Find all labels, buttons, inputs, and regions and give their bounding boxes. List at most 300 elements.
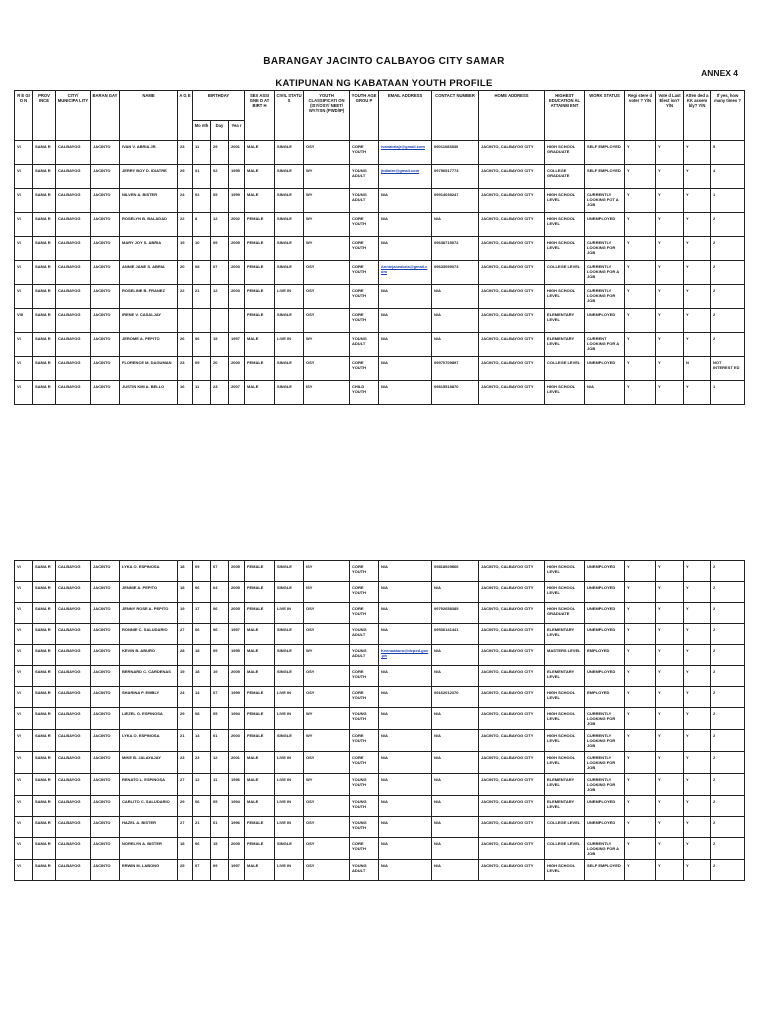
cell-registered-voter: Y	[625, 603, 656, 624]
cell-classification: WY	[304, 708, 350, 730]
cell-attended: Y	[684, 796, 711, 817]
cell-birth-year: 1995	[229, 645, 245, 666]
cell-home-address: JACINTO, CALBAYOG CITY	[479, 666, 545, 687]
cell-age-group: CORE YOUTH	[350, 261, 379, 285]
email-link[interactable]: ivanabriajr@gmail.com	[381, 144, 425, 149]
cell-email: N/A	[379, 752, 432, 774]
cell-times: 2	[711, 603, 745, 624]
cell-voted: Y	[656, 285, 684, 309]
cell-age-group: YOUNG ADULT	[350, 624, 379, 645]
cell-civil-status: SINGLE	[275, 645, 304, 666]
cell-attended: Y	[684, 561, 711, 582]
cell-barangay: JACINTO	[91, 261, 120, 285]
cell-age: 21	[178, 730, 193, 752]
cell-name: BERNARD C. CARDENAS	[120, 666, 178, 687]
cell-email: N/A	[379, 333, 432, 357]
cell-attended: Y	[684, 189, 711, 213]
cell-attended: Y	[684, 285, 711, 309]
cell-age-group: YOUNG YOUTH	[350, 796, 379, 817]
cell-name: NILVEN A. BISTER	[120, 189, 178, 213]
cell-classification: OSY	[304, 603, 350, 624]
cell-education: HIGH SCHOOL LEVEL	[545, 582, 585, 603]
cell-work-status: UNEMPLOYED	[585, 624, 625, 645]
cell-age-group: CORE YOUTH	[350, 582, 379, 603]
cell-email: N/A	[379, 309, 432, 333]
cell-name: FLORENCE M. DAGUMAN	[120, 357, 178, 381]
cell-barangay: JACINTO	[91, 582, 120, 603]
header-month: Mo nth	[193, 121, 211, 141]
cell-region: VI	[15, 237, 33, 261]
cell-voted: Y	[656, 237, 684, 261]
cell-home-address: JACINTO, CALBAYOG CITY	[479, 141, 545, 165]
cell-province: SAMA R	[33, 687, 56, 708]
cell-contact: 09914038247	[432, 189, 479, 213]
cell-registered-voter: Y	[625, 213, 656, 237]
cell-times: 2	[711, 561, 745, 582]
cell-age-group: CORE YOUTH	[350, 141, 379, 165]
cell-times: 1	[711, 189, 745, 213]
cell-province: SAMA R	[33, 261, 56, 285]
cell-home-address: JACINTO, CALBAYOG CITY	[479, 381, 545, 405]
cell-age: 23	[178, 357, 193, 381]
cell-birth-month: 23	[193, 752, 211, 774]
cell-birth-year: 1996	[229, 774, 245, 796]
cell-registered-voter: Y	[625, 165, 656, 189]
cell-sex: MALE	[245, 189, 275, 213]
cell-province: SAMA R	[33, 708, 56, 730]
cell-education: ELEMENTARY LEVEL	[545, 333, 585, 357]
table-row	[15, 774, 745, 796]
cell-name: JENNIE A. PEPITO	[120, 582, 178, 603]
cell-city: CALBAYOG	[56, 333, 91, 357]
cell-attended: Y	[684, 237, 711, 261]
cell-civil-status: SINGLE	[275, 730, 304, 752]
cell-work-status: UNEMPLOYED	[585, 582, 625, 603]
cell-classification: OSY	[304, 796, 350, 817]
cell-sex: FEMALE	[245, 582, 275, 603]
cell-home-address: JACINTO, CALBAYOG CITY	[479, 708, 545, 730]
header-birthday: BIRTHDAY	[193, 91, 245, 121]
cell-civil-status: LIVE IN	[275, 774, 304, 796]
cell-city: CALBAYOG	[56, 774, 91, 796]
cell-province: SAMA R	[33, 141, 56, 165]
email-link[interactable]: Kvenuaburo@deped.gov.ph	[381, 648, 429, 658]
cell-name: IRENE V. CASALJAY	[120, 309, 178, 333]
cell-civil-status: LIVE IN	[275, 687, 304, 708]
cell-birth-year: 1997	[229, 624, 245, 645]
header-barangay: BARAN GAY	[91, 91, 120, 141]
cell-email: N/A	[379, 381, 432, 405]
cell-registered-voter: Y	[625, 666, 656, 687]
cell-age: 26	[178, 333, 193, 357]
cell-home-address: JACINTO, CALBAYOG CITY	[479, 796, 545, 817]
cell-province: SAMA R	[33, 189, 56, 213]
cell-barangay: JACINTO	[91, 561, 120, 582]
cell-contact: 09815518870	[432, 381, 479, 405]
cell-email: N/A	[379, 285, 432, 309]
cell-sex: MALE	[245, 141, 275, 165]
cell-registered-voter: Y	[625, 752, 656, 774]
cell-age: 23	[178, 141, 193, 165]
cell-barangay: JACINTO	[91, 285, 120, 309]
cell-times: 4	[711, 165, 745, 189]
cell-civil-status: SINGLE	[275, 582, 304, 603]
cell-attended: Y	[684, 838, 711, 860]
cell-contact: N/A	[432, 645, 479, 666]
cell-barangay: JACINTO	[91, 381, 120, 405]
cell-birth-month: 10	[193, 237, 211, 261]
cell-email	[379, 141, 432, 165]
cell-voted: Y	[656, 189, 684, 213]
cell-civil-status: SINGLE	[275, 189, 304, 213]
cell-contact: 09792658385	[432, 603, 479, 624]
cell-age: 25	[178, 860, 193, 881]
cell-birth-year: 2005	[229, 838, 245, 860]
cell-voted: Y	[656, 561, 684, 582]
cell-birth-month: 08	[193, 708, 211, 730]
cell-age: 18	[178, 582, 193, 603]
cell-home-address: JACINTO, CALBAYOG CITY	[479, 730, 545, 752]
cell-civil-status: LIVE IN	[275, 285, 304, 309]
cell-classification: OSY	[304, 285, 350, 309]
cell-barangay: JACINTO	[91, 687, 120, 708]
cell-birth-year: 2005	[229, 237, 245, 261]
cell-work-status: CURRENTLY LOOKING FOR JOB	[585, 774, 625, 796]
cell-voted: Y	[656, 666, 684, 687]
cell-city: CALBAYOG	[56, 860, 91, 881]
cell-age: 19	[178, 603, 193, 624]
cell-attended: Y	[684, 333, 711, 357]
cell-civil-status: SINGLE	[275, 666, 304, 687]
cell-contact: N/A	[432, 752, 479, 774]
cell-region: VI	[15, 730, 33, 752]
cell-times: 2	[711, 838, 745, 860]
email-link[interactable]: Anniejaneabria@gmail.com	[381, 264, 428, 274]
cell-province: SAMA R	[33, 561, 56, 582]
header-city: CITY/ MUNICIPA LITY	[56, 91, 91, 141]
email-link[interactable]: jbdiatre@gmail.com	[381, 168, 420, 173]
cell-barangay: JACINTO	[91, 774, 120, 796]
cell-registered-voter: Y	[625, 357, 656, 381]
cell-registered-voter: Y	[625, 774, 656, 796]
cell-times: 2	[711, 624, 745, 645]
cell-birth-day: 07	[211, 261, 229, 285]
cell-work-status: UNEMPLOYED	[585, 357, 625, 381]
table-row	[15, 730, 745, 752]
cell-contact: N/A	[432, 796, 479, 817]
cell-times: 2	[711, 774, 745, 796]
cell-city: CALBAYOG	[56, 838, 91, 860]
cell-city: CALBAYOG	[56, 730, 91, 752]
cell-city: CALBAYOG	[56, 796, 91, 817]
cell-city: CALBAYOG	[56, 285, 91, 309]
cell-attended: Y	[684, 141, 711, 165]
cell-age-group: YOUNG YOUTH	[350, 708, 379, 730]
cell-birth-year: 2003	[229, 261, 245, 285]
cell-civil-status: SINGLE	[275, 381, 304, 405]
cell-province: SAMA R	[33, 752, 56, 774]
cell-registered-voter: Y	[625, 285, 656, 309]
cell-classification: WY	[304, 333, 350, 357]
cell-birth-month	[193, 309, 211, 333]
cell-region: VIII	[15, 309, 33, 333]
cell-province: SAMA R	[33, 582, 56, 603]
table-row	[15, 237, 745, 261]
cell-times: 2	[711, 796, 745, 817]
cell-birth-year: 2003	[229, 730, 245, 752]
cell-name: RONNIE C. SALUDARIO	[120, 624, 178, 645]
cell-birth-year: 2007	[229, 381, 245, 405]
document-title: BARANGAY JACINTO CALBAYOG CITY SAMAR	[263, 56, 505, 67]
cell-registered-voter: Y	[625, 333, 656, 357]
cell-civil-status: SINGLE	[275, 237, 304, 261]
cell-attended: Y	[684, 381, 711, 405]
cell-city: CALBAYOG	[56, 666, 91, 687]
cell-email: N/A	[379, 774, 432, 796]
cell-registered-voter: Y	[625, 645, 656, 666]
cell-name: HAZEL A. BISTER	[120, 817, 178, 838]
cell-work-status: CURRENTLY LOOKING FOR JOB	[585, 730, 625, 752]
cell-region: VI	[15, 381, 33, 405]
cell-work-status: UNEMPLOYED	[585, 309, 625, 333]
cell-times: 2	[711, 645, 745, 666]
cell-birth-day: 09	[211, 237, 229, 261]
cell-times: 2	[711, 708, 745, 730]
cell-barangay: JACINTO	[91, 189, 120, 213]
cell-classification: ISY	[304, 381, 350, 405]
cell-contact: N/A	[432, 582, 479, 603]
cell-city: CALBAYOG	[56, 645, 91, 666]
cell-home-address: JACINTO, CALBAYOG CITY	[479, 624, 545, 645]
cell-region: VI	[15, 561, 33, 582]
cell-birth-day: 19	[211, 666, 229, 687]
cell-education: HIGH SCHOOL LEVEL	[545, 687, 585, 708]
cell-education: ELEMENTARY LEVEL	[545, 666, 585, 687]
cell-age: 29	[178, 165, 193, 189]
cell-classification: ISY	[304, 582, 350, 603]
cell-classification: OSY	[304, 666, 350, 687]
cell-civil-status: SINGLE	[275, 261, 304, 285]
cell-city: CALBAYOG	[56, 165, 91, 189]
cell-age-group: YOUNG YOUTH	[350, 774, 379, 796]
cell-registered-voter: Y	[625, 381, 656, 405]
cell-birth-month: 07	[193, 860, 211, 881]
cell-civil-status: SINGLE	[275, 357, 304, 381]
cell-age	[178, 309, 193, 333]
cell-birth-day: 09	[211, 645, 229, 666]
cell-work-status: EMPLOYED	[585, 645, 625, 666]
cell-name: ERWIN M. LABONG	[120, 860, 178, 881]
cell-education: HIGH SCHOOL LEVEL	[545, 752, 585, 774]
cell-education: HIGH SCHOOL LEVEL	[545, 213, 585, 237]
table-row	[15, 285, 745, 309]
cell-work-status: CURRENTLY LOOKING FOR A JOB	[585, 261, 625, 285]
cell-classification: WY	[304, 237, 350, 261]
cell-voted: Y	[656, 582, 684, 603]
cell-age-group: CORE YOUTH	[350, 666, 379, 687]
cell-sex: FEMALE	[245, 309, 275, 333]
cell-birth-day: 07	[211, 687, 229, 708]
cell-province: SAMA R	[33, 796, 56, 817]
cell-birth-year: 2005	[229, 561, 245, 582]
cell-birth-month: 21	[193, 285, 211, 309]
cell-region: VI	[15, 817, 33, 838]
cell-sex: MALE	[245, 796, 275, 817]
cell-province: SAMA R	[33, 817, 56, 838]
cell-work-status: CURRENTLY LOOKING FOR A JOB	[585, 838, 625, 860]
table-row	[15, 261, 745, 285]
cell-barangay: JACINTO	[91, 666, 120, 687]
cell-age-group: CORE YOUTH	[350, 309, 379, 333]
cell-registered-voter: Y	[625, 189, 656, 213]
cell-barangay: JACINTO	[91, 141, 120, 165]
cell-voted: Y	[656, 796, 684, 817]
cell-voted: Y	[656, 752, 684, 774]
cell-sex: FEMALE	[245, 687, 275, 708]
cell-birth-month: 06	[193, 333, 211, 357]
cell-email: N/A	[379, 357, 432, 381]
cell-region: VI	[15, 796, 33, 817]
cell-email: N/A	[379, 796, 432, 817]
cell-region: VI	[15, 165, 33, 189]
cell-age: 19	[178, 237, 193, 261]
cell-times: 2	[711, 237, 745, 261]
cell-age: 18	[178, 561, 193, 582]
cell-home-address: JACINTO, CALBAYOG CITY	[479, 213, 545, 237]
table-row	[15, 666, 745, 687]
header-day: Day	[211, 121, 229, 141]
cell-region: VI	[15, 752, 33, 774]
header-email: EMAIL ADDRESS	[379, 91, 432, 141]
cell-sex: FEMALE	[245, 237, 275, 261]
cell-birth-day: 12	[211, 213, 229, 237]
cell-birth-year: 1999	[229, 687, 245, 708]
cell-civil-status: SINGLE	[275, 309, 304, 333]
cell-contact: N/A	[432, 213, 479, 237]
cell-classification: OSY	[304, 817, 350, 838]
cell-city: CALBAYOG	[56, 624, 91, 645]
cell-birth-month: 14	[193, 730, 211, 752]
header-civil-status: CIVIL STATU S	[275, 91, 304, 141]
cell-birth-year: 2003	[229, 285, 245, 309]
cell-age: 23	[178, 752, 193, 774]
cell-region: VI	[15, 582, 33, 603]
cell-name: IVAN V. ABRIA JR.	[120, 141, 178, 165]
cell-contact: 09536141441	[432, 624, 479, 645]
cell-age-group: CORE YOUTH	[350, 237, 379, 261]
cell-birth-day: 02	[211, 165, 229, 189]
cell-home-address: JACINTO, CALBAYOG CITY	[479, 687, 545, 708]
table-row	[15, 796, 745, 817]
cell-contact: 09970709897	[432, 357, 479, 381]
cell-barangay: JACINTO	[91, 708, 120, 730]
cell-work-status: UNEMPLOYED	[585, 603, 625, 624]
table-row	[15, 309, 745, 333]
cell-barangay: JACINTO	[91, 237, 120, 261]
cell-city: CALBAYOG	[56, 708, 91, 730]
cell-city: CALBAYOG	[56, 309, 91, 333]
cell-times: 2	[711, 752, 745, 774]
cell-registered-voter: Y	[625, 708, 656, 730]
cell-age: 16	[178, 381, 193, 405]
cell-birth-day: 01	[211, 817, 229, 838]
cell-home-address: JACINTO, CALBAYOG CITY	[479, 582, 545, 603]
cell-birth-month: 01	[193, 165, 211, 189]
cell-age-group: CHILD YOUTH	[350, 381, 379, 405]
cell-home-address: JACINTO, CALBAYOG CITY	[479, 774, 545, 796]
cell-voted: Y	[656, 838, 684, 860]
cell-home-address: JACINTO, CALBAYOG CITY	[479, 189, 545, 213]
cell-region: VI	[15, 285, 33, 309]
cell-education: HIGH SCHOOL LEVEL	[545, 860, 585, 881]
cell-age-group: CORE YOUTH	[350, 285, 379, 309]
cell-work-status: CURRENTLY LOOKING FOR JOB	[585, 237, 625, 261]
cell-contact: N/A	[432, 708, 479, 730]
cell-birth-day: 01	[211, 730, 229, 752]
cell-barangay: JACINTO	[91, 624, 120, 645]
cell-province: SAMA R	[33, 603, 56, 624]
cell-sex: FEMALE	[245, 285, 275, 309]
cell-work-status: UNEMPLOYED	[585, 796, 625, 817]
cell-civil-status: LIVE IN	[275, 752, 304, 774]
document-subtitle: KATIPUNAN NG KABATAAN YOUTH PROFILE	[275, 78, 493, 89]
cell-email: N/A	[379, 582, 432, 603]
cell-age: 19	[178, 666, 193, 687]
cell-sex: FEMALE	[245, 561, 275, 582]
cell-civil-status: SINGLE	[275, 141, 304, 165]
cell-name: CARLITO C. SALUDARIO	[120, 796, 178, 817]
cell-birth-day: 05	[211, 189, 229, 213]
cell-age-group: CORE YOUTH	[350, 752, 379, 774]
cell-age-group: CORE YOUTH	[350, 730, 379, 752]
cell-province: SAMA R	[33, 285, 56, 309]
cell-region: VI	[15, 213, 33, 237]
cell-name: JEROME A. PEPITO	[120, 333, 178, 357]
cell-classification: WY	[304, 645, 350, 666]
cell-times: 2	[711, 582, 745, 603]
cell-contact: N/A	[432, 860, 479, 881]
cell-city: CALBAYOG	[56, 189, 91, 213]
cell-sex: FEMALE	[245, 603, 275, 624]
cell-contact: N/A	[432, 817, 479, 838]
cell-email	[379, 645, 432, 666]
cell-name: JERRY BOY D. IDIATRE	[120, 165, 178, 189]
cell-education: HIGH SCHOOL LEVEL	[545, 708, 585, 730]
cell-birth-year: 1999	[229, 189, 245, 213]
table-row	[15, 213, 745, 237]
cell-contact: 09011083830	[432, 141, 479, 165]
cell-birth-year: 2001	[229, 752, 245, 774]
cell-classification: OSY	[304, 860, 350, 881]
cell-work-status: CURRENTLY LOOKING FOT A JOB	[585, 189, 625, 213]
cell-contact: 09633059073	[432, 261, 479, 285]
cell-education: COLLEGE LEVEL	[545, 357, 585, 381]
cell-voted: Y	[656, 381, 684, 405]
cell-classification: OSY	[304, 141, 350, 165]
cell-work-status: N/A	[585, 381, 625, 405]
cell-age-group: CORE YOUTH	[350, 838, 379, 860]
cell-birth-month: 8	[193, 213, 211, 237]
cell-name: MIKE B. JALAYAJAY	[120, 752, 178, 774]
cell-barangay: JACINTO	[91, 645, 120, 666]
cell-voted: Y	[656, 817, 684, 838]
cell-attended: Y	[684, 817, 711, 838]
cell-birth-month: 02	[193, 189, 211, 213]
cell-birth-day: 12	[211, 752, 229, 774]
cell-name: SHARINA P. EMBLY	[120, 687, 178, 708]
cell-name: MARY JOY S. ABRIA	[120, 237, 178, 261]
cell-name: ANNIE JANE S. ABRIA	[120, 261, 178, 285]
